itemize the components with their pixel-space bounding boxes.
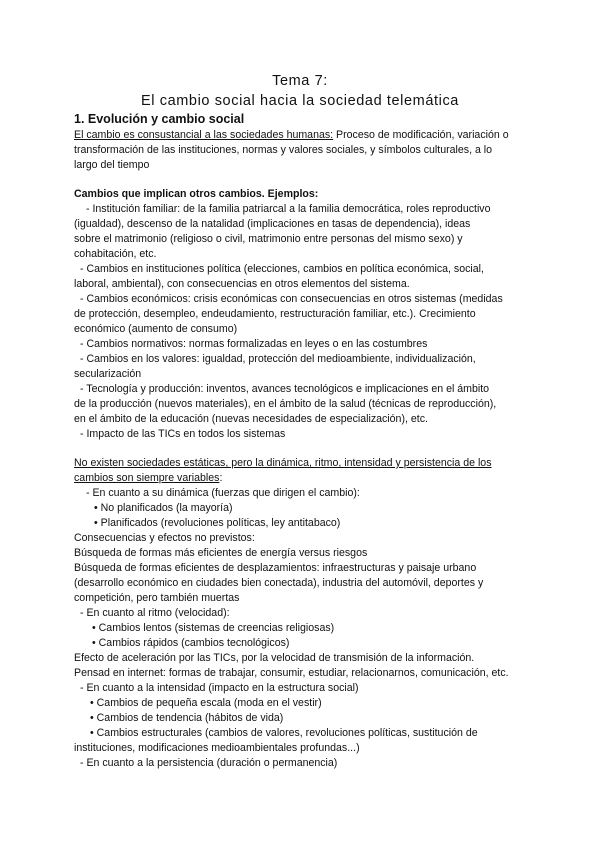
changes-line: - Tecnología y producción: inventos, avances tecnológicos e implicaciones en el ámbito [80, 383, 490, 395]
changes-line: cohabitación, etc. [74, 248, 157, 260]
detail-line: (desarrollo económico en ciudades bien conectada), industria del automóvil, deportes y [74, 577, 484, 589]
changes-line: - Cambios normativos: normas formalizadas en leyes o en las costumbres [80, 338, 428, 350]
changes-line: - Impacto de las TICs en todos los sistemas [80, 428, 286, 440]
detail-bullet: • No planificados (la mayoría) [94, 502, 233, 514]
intro-line-1 [74, 128, 509, 143]
detail-line: Efecto de aceleración por las TICs, por la velocidad de transmisión de la información. [74, 652, 475, 664]
changes-line: - Institución familiar: de la familia patriarcal a la familia democrática, roles reproductivo [86, 203, 491, 215]
detail-bullet: • Cambios rápidos (cambios tecnológicos) [92, 637, 290, 649]
changes-line: en el ámbito de la educación (nuevas necesidades de especialización), etc. [74, 413, 428, 425]
detail-line: - En cuanto a la persistencia (duración o permanencia) [80, 757, 338, 769]
changes-line: sobre el matrimonio (religioso o civil, matrimonio entre personas del mismo sexo) y [74, 233, 463, 245]
detail-line: competición, pero también muertas [74, 592, 240, 604]
changes-line: - Cambios económicos: crisis económicas con consecuencias en otros sistemas (medidas [80, 293, 503, 305]
detail-line: Búsqueda de formas eficientes de desplazamientos: infraestructuras y paisaje urbano [74, 562, 477, 574]
changes-line: (igualdad), descenso de la natalidad (implicaciones en tasas de dependencia), ideas [74, 218, 471, 230]
changes-line: secularización [74, 368, 142, 380]
detail-line: Pensad en internet: formas de trabajar, consumir, estudiar, relacionarnos, comunicación, etc. [74, 667, 509, 679]
changes-line: de protección, desempleo, endeudamiento, restructuración familiar, etc.). Crecimiento [74, 308, 476, 320]
changes-line: laboral, ambiental), con consecuencias en otros elementos del sistema. [74, 278, 410, 290]
changes-line: - Cambios en los valores: igualdad, protección del medioambiente, individualización, [80, 353, 476, 365]
static-underlined: cambios son siempre variables [74, 472, 220, 484]
detail-bullet: • Cambios lentos (sistemas de creencias religiosas) [92, 622, 335, 634]
section-heading: 1. Evolución y cambio social [74, 112, 245, 126]
detail-line: instituciones, modificaciones medioambientales profundas...) [74, 742, 360, 754]
detail-line: Consecuencias y efectos no previstos: [74, 532, 255, 544]
page-title: Tema 7: [272, 73, 328, 89]
examples-heading: Cambios que implican otros cambios. Ejemplos: [74, 188, 319, 200]
detail-bullet: • Cambios de tendencia (hábitos de vida) [90, 712, 284, 724]
intro-underlined: El cambio es consustancial a las sociedades humanas: [74, 129, 334, 141]
static-societies-line-2 [74, 471, 222, 486]
detail-bullet: • Cambios de pequeña escala (moda en el vestir) [90, 697, 322, 709]
detail-bullet: • Cambios estructurales (cambios de valores, revoluciones políticas, sustitución de [90, 727, 478, 739]
detail-line: Búsqueda de formas más eficientes de energía versus riesgos [74, 547, 368, 559]
intro-line-3: largo del tiempo [74, 159, 150, 171]
changes-line: - Cambios en instituciones política (elecciones, cambios en política económica, social, [80, 263, 484, 275]
detail-bullet: • Planificados (revoluciones políticas, ley antitabaco) [94, 517, 341, 529]
static-societies-line-1: No existen sociedades estáticas, pero la dinámica, ritmo, intensidad y persistencia de los [74, 457, 492, 469]
static-colon: : [219, 472, 223, 484]
intro-rest: Proceso de modificación, variación o [333, 129, 509, 141]
detail-line: - En cuanto a su dinámica (fuerzas que dirigen el cambio): [86, 487, 360, 499]
detail-line: - En cuanto a la intensidad (impacto en la estructura social) [80, 682, 359, 694]
changes-line: económico (aumento de consumo) [74, 323, 238, 335]
page-subtitle: El cambio social hacia la sociedad telemática [141, 93, 459, 109]
changes-line: de la producción (nuevos materiales), en el ámbito de la salud (técnicas de reproducción), [74, 398, 497, 410]
detail-line: - En cuanto al ritmo (velocidad): [80, 607, 230, 619]
intro-line-2: transformación de las instituciones, normas y valores sociales, y símbolos culturales, a lo [74, 144, 493, 156]
